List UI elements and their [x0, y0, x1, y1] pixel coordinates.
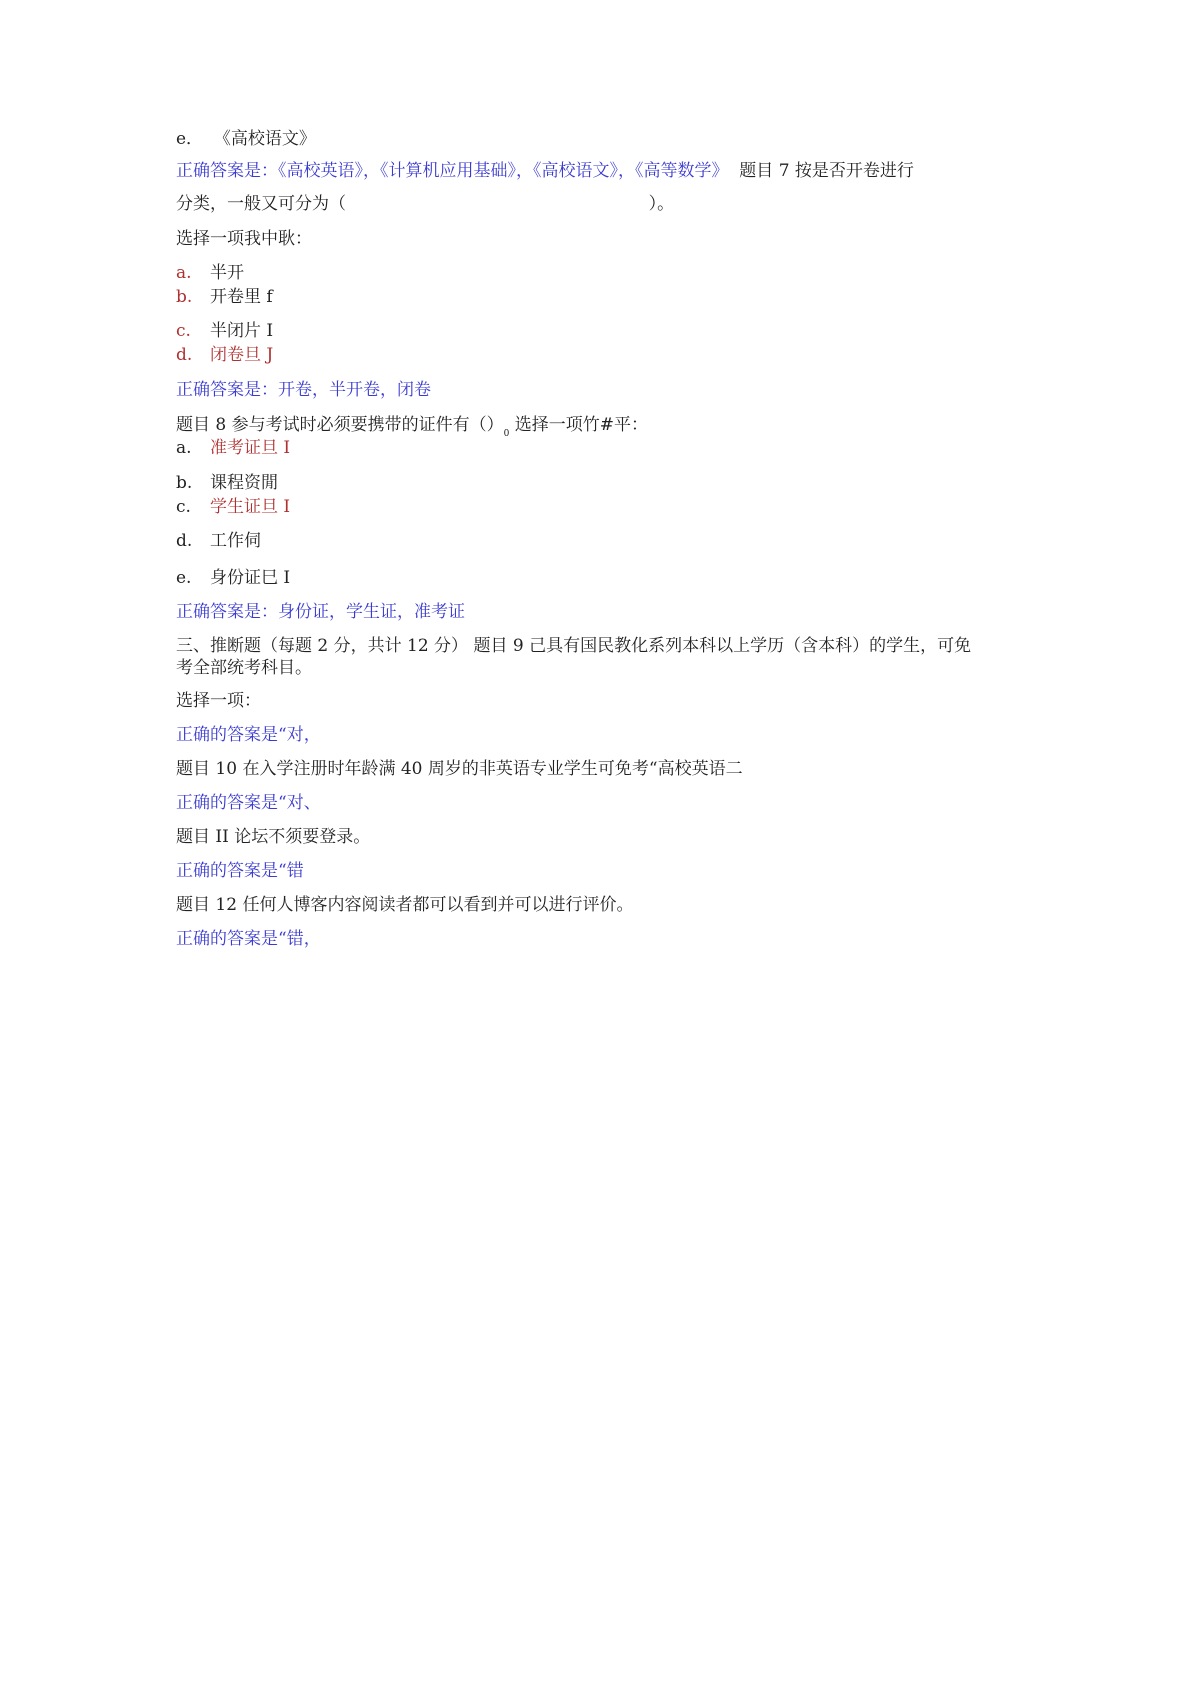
q7-option-c — [176, 320, 273, 342]
answer-q6: 正确答案是：《高校英语》，《计算机应用基础》，《高校语文》，《高等数学》 — [176, 161, 729, 181]
option-mark: c. — [176, 321, 191, 341]
option-e-gaoxiao-yuwen: e． 《高校语文》 — [176, 129, 316, 149]
option-mark: b. — [176, 473, 193, 493]
q8-option-a — [176, 437, 290, 459]
option-text: 学生证旦 I — [210, 497, 291, 517]
question-8-text: 题目 8 参与考试时必须要携带的证件有（） — [176, 415, 504, 435]
question-11: 题目 II 论坛不须要登录。 — [176, 827, 371, 847]
choose-one-q7: 选择一项我中耿： — [176, 229, 312, 249]
answer-q12: 正确的答案是“错， — [176, 929, 321, 949]
option-mark: e. — [176, 568, 192, 588]
answer-q9: 正确的答案是“对， — [176, 725, 321, 745]
option-text: 工作伺 — [210, 531, 261, 551]
option-text: 闭卷旦 J — [210, 345, 274, 365]
q8-option-c — [176, 496, 290, 518]
option-mark: a. — [176, 438, 192, 458]
q7-option-a — [176, 262, 244, 284]
option-text: 准考证旦 I — [210, 438, 291, 458]
q7-option-d — [176, 344, 273, 366]
option-text: 开卷里 f — [210, 287, 273, 307]
option-text: 课程资閒 — [210, 473, 278, 493]
answer-line-q6 — [176, 160, 914, 182]
answer-q10: 正确的答案是“对、 — [176, 793, 321, 813]
choose-one-q9: 选择一项： — [176, 691, 261, 711]
question-8-tail: 选择一项竹#平： — [509, 415, 649, 435]
answer-q8: 正确答案是：身份证，学生证，准考证 — [176, 602, 465, 622]
answer-q7: 正确答案是：开卷，半开卷，闭卷 — [176, 380, 431, 400]
q8-option-d — [176, 530, 261, 552]
option-text: 身份证巳 I — [210, 568, 291, 588]
question-12: 题目 12 任何人博客内容阅读者都可以看到并可以进行评价。 — [176, 895, 634, 915]
question-7-start: 题目 7 按是否开卷进行 — [728, 161, 914, 181]
option-text: 半开 — [210, 263, 244, 283]
question-7-cont: 分类，一般又可分为（ ）。 — [176, 194, 675, 214]
option-mark: a. — [176, 263, 192, 283]
question-9-cont: 考全部统考科目。 — [176, 658, 312, 678]
option-text: 半闭片 I — [210, 321, 274, 341]
question-10: 题目 10 在入学注册时年龄满 40 周岁的非英语专业学生可免考“高校英语二 — [176, 759, 743, 779]
question-8-sub: 0 — [503, 429, 510, 439]
option-mark: d. — [176, 345, 193, 365]
option-mark: b. — [176, 287, 193, 307]
section-3-question-9: 三、推断题（每题 2 分，共计 12 分） 题目 9 己具有国民教化系列本科以上学历（含本科）的学生，可免 — [176, 636, 972, 656]
option-mark: c. — [176, 497, 191, 517]
q8-option-e — [176, 567, 290, 589]
option-mark: d. — [176, 531, 193, 551]
q7-option-b — [176, 286, 273, 308]
answer-q11: 正确的答案是“错 — [176, 861, 304, 881]
q8-option-b — [176, 472, 278, 494]
